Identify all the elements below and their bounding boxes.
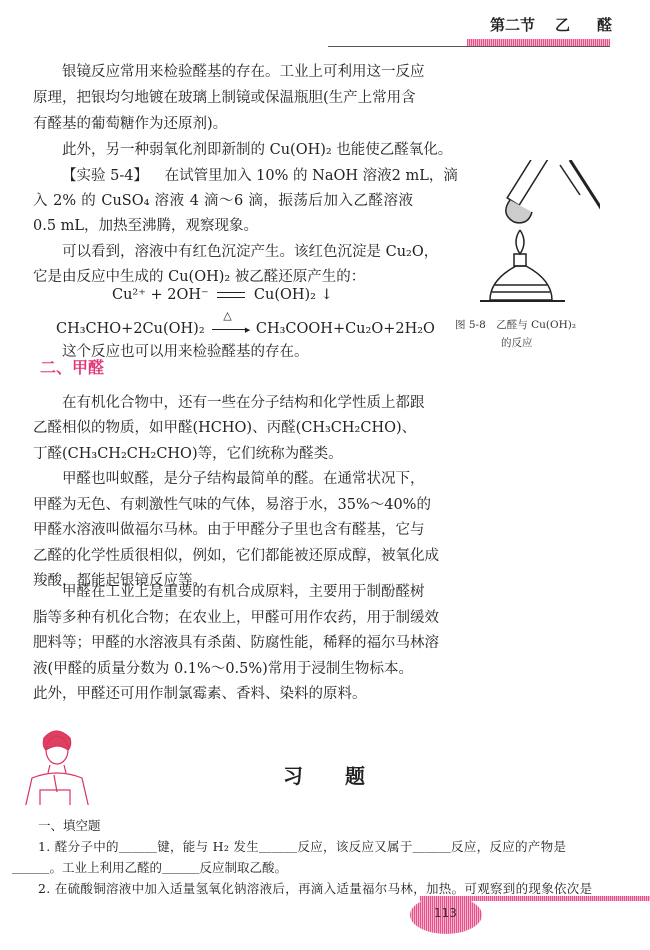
text-line: 羧酸，都能起银镜反应等。 xyxy=(33,573,207,589)
header-title-b: 醛 xyxy=(597,16,613,34)
lamp-wick xyxy=(514,254,526,266)
text-line: 脂等多种有机化合物；在农业上，甲醛可用作农药，用于制缓效 xyxy=(33,610,439,626)
exercises-heading: 习 题 xyxy=(283,764,365,788)
text-line: 丁醛(CH₃CH₂CH₂CHO)等，它们统称为醛类。 xyxy=(33,446,343,462)
text-line: 在有机化合物中，还有一些在分子结构和化学性质上都跟 xyxy=(62,395,425,411)
exercise-q2-line1: 2. 在硫酸铜溶液中加入适量氢氧化钠溶液后，再滴入适量福尔马林，加热。可观察到的现象依次是 xyxy=(38,881,593,896)
header-rule xyxy=(328,46,610,47)
text-line: 肥料等；甲醛的水溶液具有杀菌、防腐性能，稀释的福尔马林溶 xyxy=(33,635,439,651)
text-line: 入 2% 的 CuSO₄ 溶液 4 滴～6 滴，振荡后加入乙醛溶液 xyxy=(33,193,413,209)
page-number: 113 xyxy=(434,906,457,920)
flame-icon xyxy=(516,230,524,254)
exercise-q1-line1: 1. 醛分子中的＿＿＿键，能与 H₂ 发生＿＿＿反应，该反应又属于＿＿＿反应，反应的产物是 xyxy=(38,839,567,854)
text-line: 0.5 mL，加热至沸腾，观察现象。 xyxy=(33,218,259,234)
experiment-line: 【实验 5-4】 在试管里加入 10% 的 NaOH 溶液2 mL，滴 xyxy=(62,168,458,184)
header-pink-bar xyxy=(467,39,610,46)
section-heading: 二、甲醛 xyxy=(40,358,105,377)
exercise-section-title: 一、填空题 xyxy=(38,818,101,833)
equals-sign xyxy=(217,292,245,298)
figure-test-tube-heating xyxy=(450,160,600,310)
text-line: 乙醛的化学性质很相似，例如，它们都能被还原成醇，被氧化成 xyxy=(33,548,439,564)
text-line: 甲醛也叫蚁醛，是分子结构最简单的醛。在通常状况下， xyxy=(62,471,425,487)
text-line: 乙醛相似的物质，如甲醛(HCHO)、丙醛(CH₃CH₂CHO)、 xyxy=(33,420,417,436)
text-line: 有醛基的葡萄糖作为还原剂)。 xyxy=(33,116,228,132)
text-line: 此外，另一种弱氧化剂即新制的 Cu(OH)₂ 也能使乙醛氧化。 xyxy=(62,142,453,158)
test-tube xyxy=(507,160,577,205)
text-line: 甲醛在工业上是重要的有机合成原料，主要用于制酚醛树 xyxy=(62,584,425,600)
student-writing-illustration xyxy=(12,720,102,805)
text-line: 液(甲醛的质量分数为 0.1%～0.5%)常用于浸制生物标本。 xyxy=(33,661,413,677)
equation-1: Cu²⁺ + 2OH⁻ Cu(OH)₂ ↓ xyxy=(112,287,333,303)
text-line: 银镜反应常用来检验醛基的存在。工业上可利用这一反应 xyxy=(62,64,425,80)
text-line: 它是由反应中生成的 Cu(OH)₂ 被乙醛还原产生的： xyxy=(33,269,366,285)
header-title-a: 乙 xyxy=(555,16,571,34)
figure-caption-cont: 的反应 xyxy=(501,337,533,349)
header-section: 第二节 xyxy=(490,16,536,34)
experiment-label: 【实验 5-4】 xyxy=(62,168,148,184)
alcohol-lamp xyxy=(490,266,552,300)
exercise-q1-line2: ＿＿＿。工业上利用乙醛的＿＿＿反应制取乙酸。 xyxy=(12,860,288,875)
text-line: 此外，甲醛还可用作制氯霉素、香料、染料的原料。 xyxy=(33,686,367,702)
test-tube-holder xyxy=(570,160,600,230)
equation-2: CH₃CHO+2Cu(OH)₂ △ ▶ CH₃COOH+Cu₂O+2H₂O xyxy=(56,308,435,337)
reaction-arrow: △ ▶ xyxy=(212,329,248,330)
text-line: 甲醛为无色、有刺激性气味的气体，易溶于水，35%～40%的 xyxy=(33,497,431,513)
text-line: 甲醛水溶液叫做福尔马林。由于甲醛分子里也含有醛基，它与 xyxy=(33,522,425,538)
text-line: 可以看到，溶液中有红色沉淀产生。该红色沉淀是 Cu₂O， xyxy=(62,244,439,260)
text-line: 这个反应也可以用来检验醛基的存在。 xyxy=(62,344,309,360)
text-line: 原理，把银均匀地镀在玻璃上制镜或保温瓶胆(生产上常用含 xyxy=(33,90,416,106)
heat-condition: △ xyxy=(223,308,232,322)
figure-caption: 图 5-8 乙醛与 Cu(OH)₂ xyxy=(455,319,577,331)
